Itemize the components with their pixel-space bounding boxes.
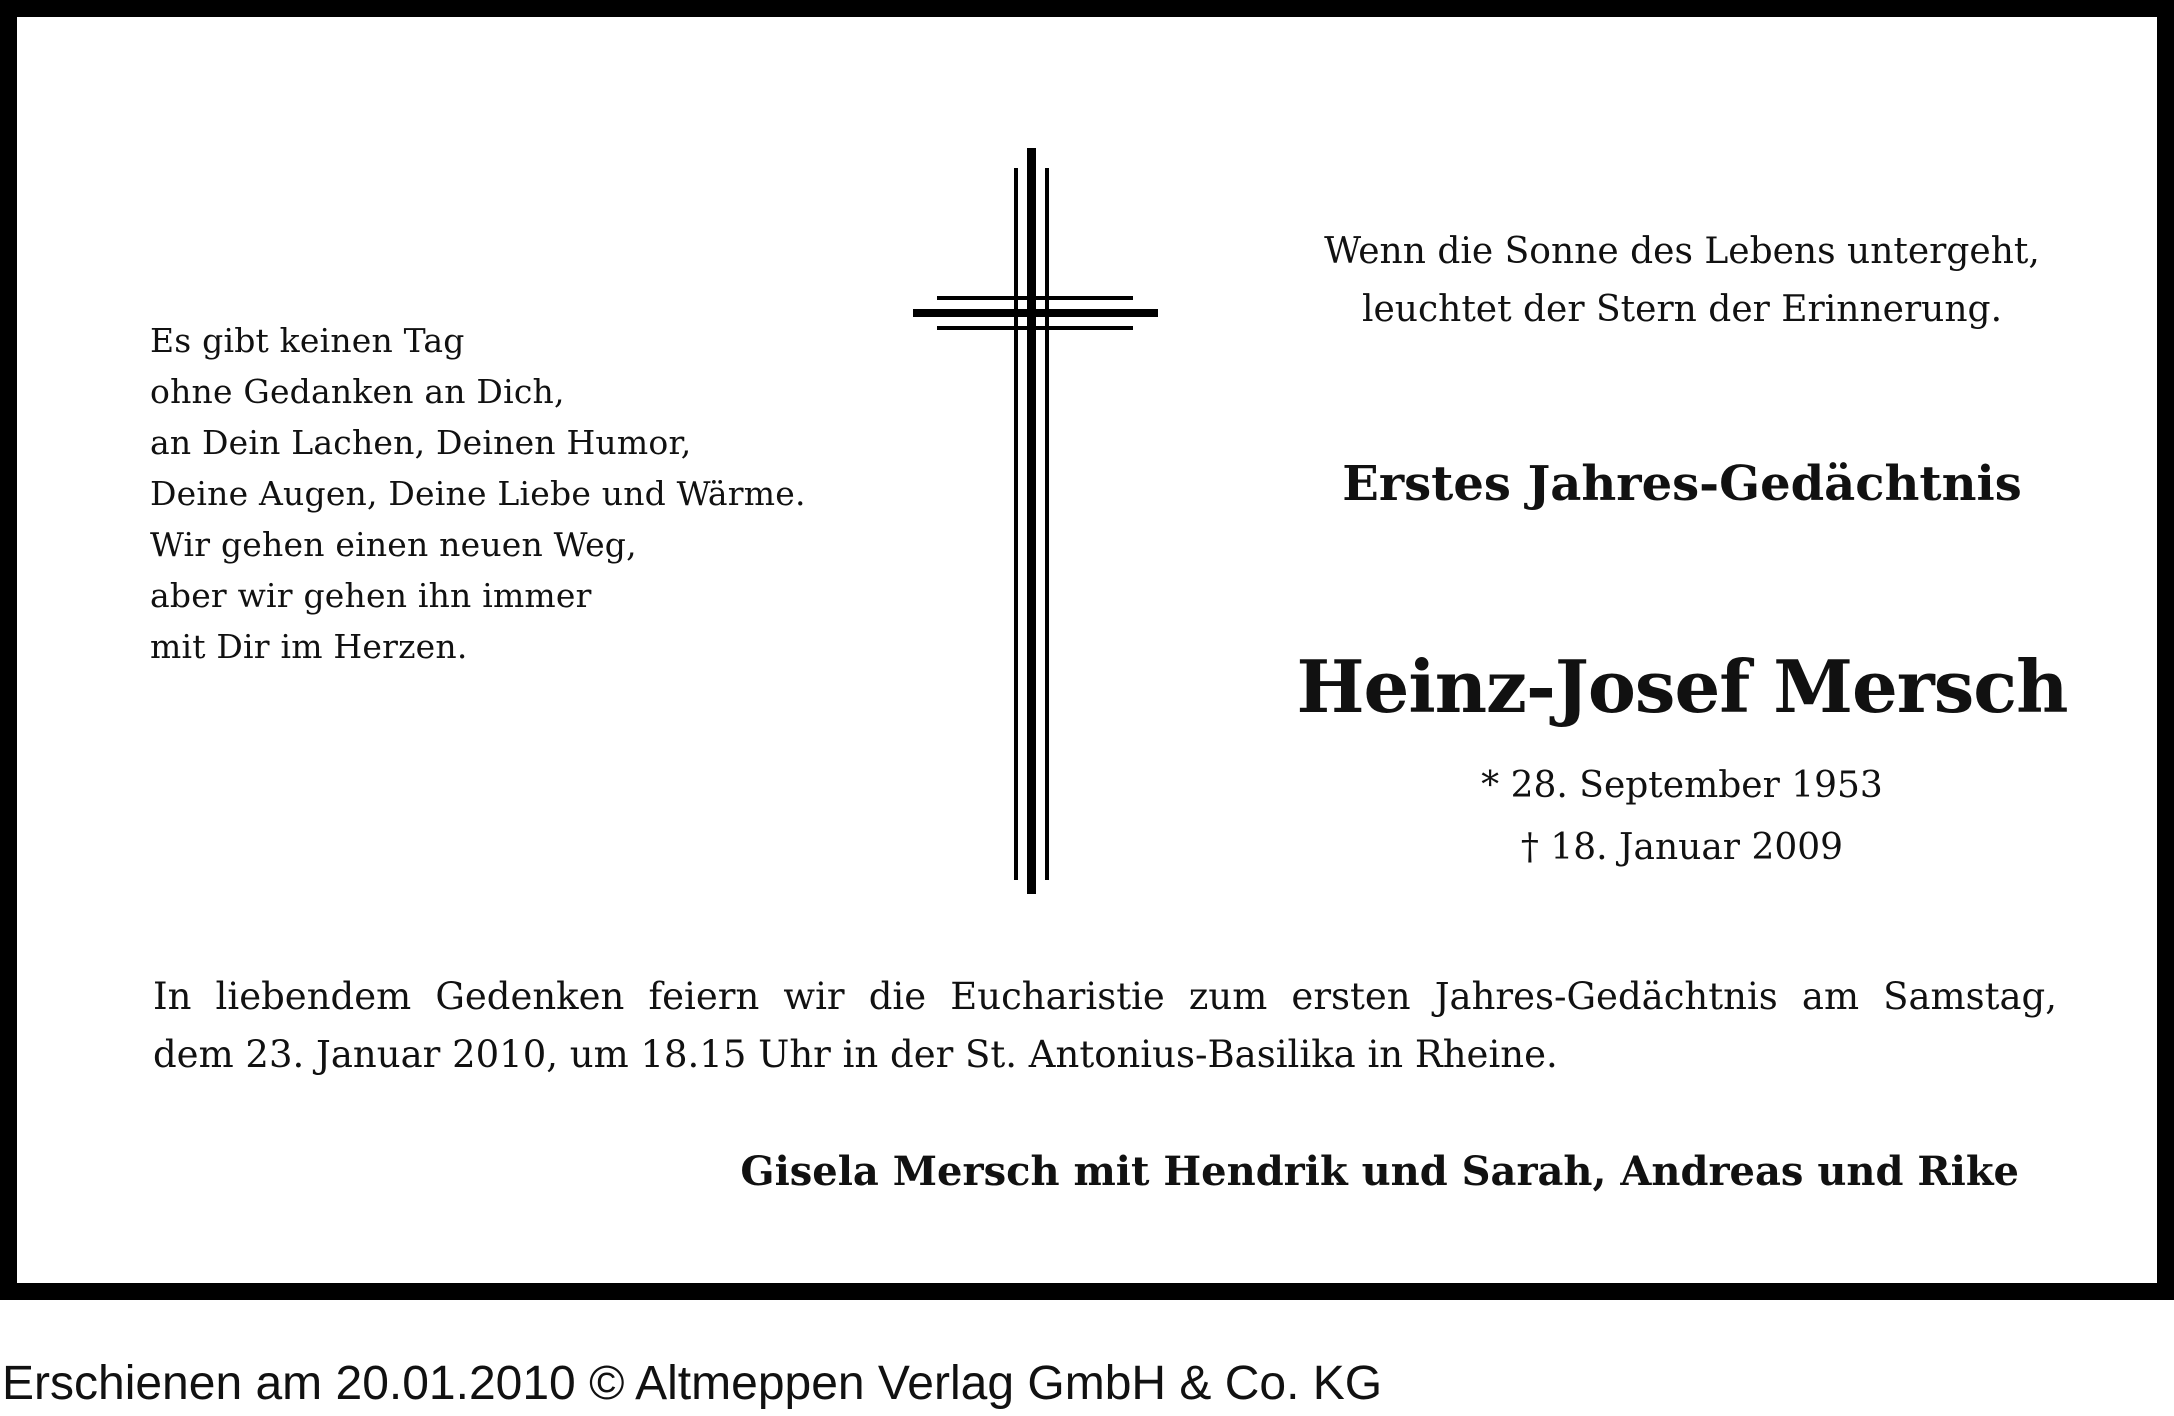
poem-line: mit Dir im Herzen.	[150, 627, 468, 666]
service-line: In liebendem Gedenken feiern wir die Eucharistie zum ersten Jahres-Gedächtnis am Samstag,	[153, 975, 2057, 1018]
poem-line: Es gibt keinen Tag	[150, 321, 465, 360]
life-dates	[1267, 755, 2097, 879]
publication-footer: Erschienen am 20.01.2010 © Altmeppen Verlag GmbH & Co. KG	[2, 1357, 1383, 1410]
death-date: † 18. Januar 2009	[1520, 827, 1844, 868]
poem	[150, 315, 806, 672]
poem-line: aber wir gehen ihn immer	[150, 576, 592, 615]
memorial-quote	[1267, 223, 2097, 339]
service-line: dem 23. Januar 2010, um 18.15 Uhr in der St. Antonius-Basilika in Rheine.	[153, 1033, 1558, 1076]
quote-line: leuchtet der Stern der Erinnerung.	[1361, 289, 2003, 330]
poem-line: Deine Augen, Deine Liebe und Wärme.	[150, 474, 806, 513]
birth-date: * 28. September 1953	[1481, 765, 1883, 806]
family-signature: Gisela Mersch mit Hendrik und Sarah, Andreas und Rike	[740, 1148, 2019, 1195]
deceased-name: Heinz-Josef Mersch	[1296, 644, 2068, 729]
service-announcement	[153, 968, 2057, 1084]
memorial-title: Erstes Jahres-Gedächtnis	[1342, 456, 2022, 512]
poem-line: ohne Gedanken an Dich,	[150, 372, 565, 411]
cross-icon	[913, 148, 1158, 894]
poem-line: an Dein Lachen, Deinen Humor,	[150, 423, 692, 462]
quote-line: Wenn die Sonne des Lebens untergeht,	[1324, 231, 2040, 272]
poem-line: Wir gehen einen neuen Weg,	[150, 525, 637, 564]
